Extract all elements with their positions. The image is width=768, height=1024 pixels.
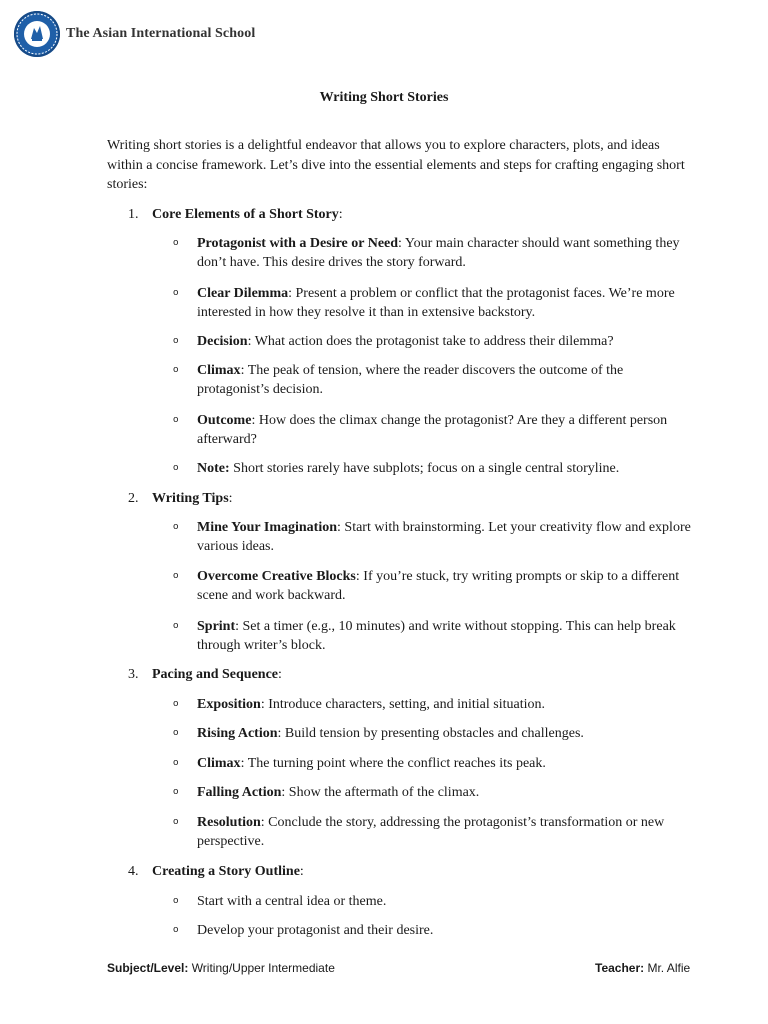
section-title: Pacing and Sequence [152, 667, 279, 682]
section-number: 3. [128, 667, 139, 682]
footer-teacher [595, 961, 690, 975]
hollow-bullet-icon: o [173, 522, 179, 532]
list-item-text [197, 332, 692, 351]
list-item-description: : Set a timer (e.g., 10 minutes) and write without stopping. This can help break through writer’s block. [197, 619, 676, 653]
list-item-text [197, 567, 692, 605]
hollow-bullet-icon: o [173, 365, 179, 375]
list-item-description: : How does the climax change the protagonist? Are they a different person afterward? [197, 413, 668, 447]
page-title: Writing Short Stories [319, 90, 449, 105]
list-item-text [197, 724, 692, 743]
section-heading [128, 665, 282, 684]
list-item-description: : Conclude the story, addressing the protagonist’s transformation or new perspective. [197, 815, 665, 849]
hollow-bullet-icon: o [173, 415, 179, 425]
school-logo-icon [14, 11, 60, 57]
list-item-description: Short stories rarely have subplots; focus on a single central storyline. [229, 461, 620, 476]
hollow-bullet-icon: o [173, 463, 179, 473]
list-item-description: : What action does the protagonist take to address their dilemma? [247, 334, 614, 349]
section-heading [128, 489, 233, 508]
list-item-text [197, 754, 692, 773]
list-item-description: : Show the aftermath of the climax. [281, 785, 480, 800]
list-item-description: : Introduce characters, setting, and initial situation. [260, 697, 546, 712]
list-item-description: : Build tension by presenting obstacles and challenges. [277, 726, 584, 741]
footer-subject [107, 961, 335, 975]
list-item-text [197, 783, 692, 802]
list-item-term: Outcome [197, 413, 252, 428]
list-item-description: : Your main character should want something they don’t have. This desire drives the story forward. [197, 236, 680, 270]
list-item-term: Resolution [197, 815, 261, 830]
section-number: 1. [128, 207, 139, 222]
header [14, 8, 255, 60]
section-title-colon: : [278, 667, 282, 682]
hollow-bullet-icon: o [173, 925, 179, 935]
school-name: The Asian International School [66, 26, 256, 41]
list-item-term: Clear Dilemma [197, 286, 289, 301]
list-item-term: Exposition [197, 697, 261, 712]
list-item-description: : Present a problem or conflict that the protagonist faces. We’re more interested in how they resolve it than in extensive backstory. [197, 286, 675, 320]
list-item-description: : Start with brainstorming. Let your creativity flow and explore various ideas. [197, 520, 691, 554]
list-item-text [197, 518, 692, 556]
section-number: 4. [128, 864, 139, 879]
section-title-colon: : [338, 207, 343, 222]
list-item-term: Protagonist with a Desire or Need [197, 236, 399, 251]
list-item-text [197, 459, 692, 478]
footer-teacher-value: Mr. Alfie [644, 961, 691, 975]
list-item-description: Start with a central idea or theme. [197, 894, 387, 909]
hollow-bullet-icon: o [173, 728, 179, 738]
list-item-text [197, 411, 692, 449]
section-title: Core Elements of a Short Story [152, 207, 339, 222]
list-item-text [197, 234, 692, 272]
list-item-term: Falling Action [197, 785, 282, 800]
hollow-bullet-icon: o [173, 758, 179, 768]
list-item-text [197, 921, 692, 940]
section-title: Creating a Story Outline [152, 864, 300, 879]
section-heading [128, 205, 343, 224]
hollow-bullet-icon: o [173, 238, 179, 248]
hollow-bullet-icon: o [173, 699, 179, 709]
list-item-term: Overcome Creative Blocks [197, 569, 356, 584]
list-item-description: : The turning point where the conflict reaches its peak. [240, 756, 546, 771]
list-item-term: Note: [197, 461, 230, 476]
list-item-term: Decision [197, 334, 248, 349]
list-item-term: Climax [197, 756, 241, 771]
list-item-text [197, 695, 692, 714]
list-item-text [197, 813, 692, 851]
section-title-colon: : [228, 491, 233, 506]
list-item-description: Develop your protagonist and their desire. [197, 923, 434, 938]
section-title: Writing Tips [152, 491, 229, 506]
list-item-description: : The peak of tension, where the reader discovers the outcome of the protagonist’s decision. [197, 363, 624, 397]
intro-paragraph: Writing short stories is a delightful endeavor that allows you to explore characters, plots, and ideas within a concise framework. Let’s dive into the essential elements and steps for crafting engaging short stories: [107, 138, 685, 192]
list-item-term: Climax [197, 363, 241, 378]
list-item-text [197, 361, 692, 399]
hollow-bullet-icon: o [173, 571, 179, 581]
hollow-bullet-icon: o [173, 787, 179, 797]
hollow-bullet-icon: o [173, 896, 179, 906]
section-number: 2. [128, 491, 139, 506]
list-item-description: : If you’re stuck, try writing prompts or skip to a different scene and work backward. [197, 569, 680, 603]
list-item-term: Sprint [197, 619, 236, 634]
footer-subject-value: Writing/Upper Intermediate [188, 961, 335, 975]
list-item-text [197, 892, 692, 911]
footer-subject-label: Subject/Level: [107, 961, 189, 975]
list-item-text [197, 284, 692, 322]
list-item-text [197, 617, 692, 655]
section-title-colon: : [299, 864, 304, 879]
hollow-bullet-icon: o [173, 336, 179, 346]
list-item-term: Mine Your Imagination [197, 520, 338, 535]
hollow-bullet-icon: o [173, 817, 179, 827]
hollow-bullet-icon: o [173, 288, 179, 298]
section-heading [128, 862, 304, 881]
list-item-term: Rising Action [197, 726, 278, 741]
footer-teacher-label: Teacher: [595, 961, 645, 975]
hollow-bullet-icon: o [173, 621, 179, 631]
